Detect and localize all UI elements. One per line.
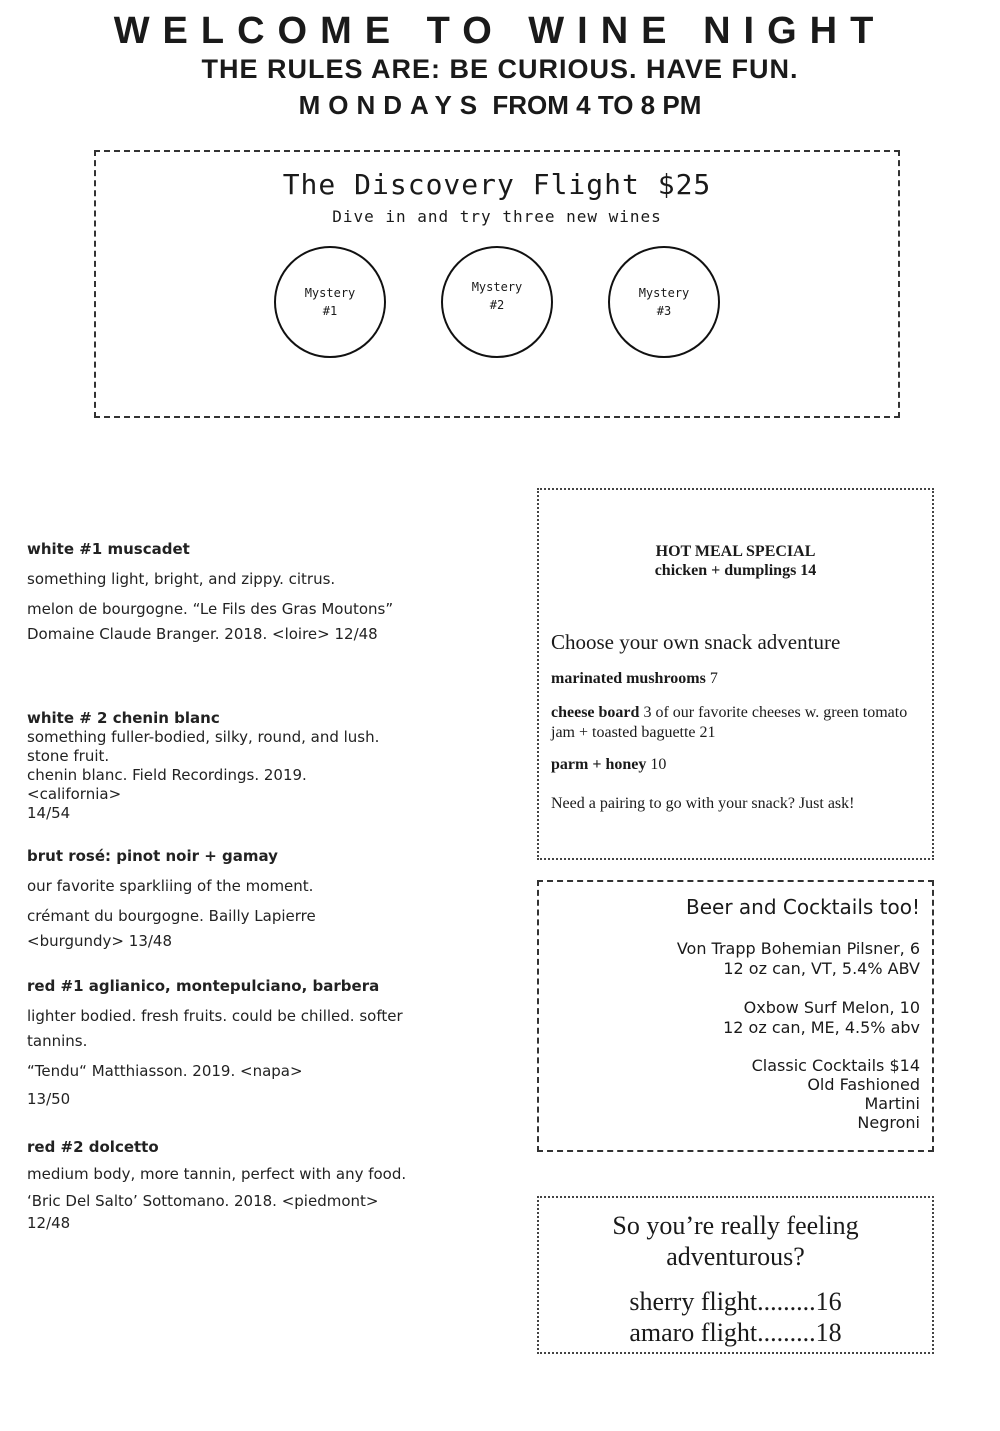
days-text: MONDAYS — [298, 90, 486, 120]
mystery-label: Mystery — [638, 286, 690, 300]
beer-item — [723, 998, 920, 1038]
mystery-wine-3 — [608, 246, 720, 358]
wine-description: lighter bodied. fresh fruits. could be chilled. softer tannins. — [27, 1007, 403, 1050]
wine-name: white # 2 chenin blanc — [27, 709, 220, 727]
wine-item-red-1 — [27, 974, 422, 1112]
special-title: HOT MEAL SPECIAL — [655, 543, 816, 560]
wine-description: something fuller-bodied, silky, round, and lush. stone fruit. — [27, 728, 380, 765]
wine-item-red-2 — [27, 1136, 422, 1234]
beer-name-price: Oxbow Surf Melon, 10 — [743, 998, 920, 1017]
cocktails-heading: Classic Cocktails $14 — [751, 1056, 920, 1075]
cocktail-item: Martini — [864, 1094, 920, 1113]
snack-item — [551, 703, 921, 743]
hours-text: FROM 4 TO 8 PM — [492, 90, 702, 120]
cocktail-list — [752, 1056, 920, 1132]
snack-item — [551, 756, 666, 774]
special-item: chicken + dumplings 14 — [654, 562, 817, 579]
wine-details: chenin blanc. Field Recordings. 2019. <california> — [27, 766, 307, 803]
wine-details: crémant du bourgogne. Bailly Lapierre <burgundy> 13/48 — [27, 907, 316, 950]
rules-line: THE RULES ARE: BE CURIOUS. HAVE FUN. — [201, 54, 799, 84]
wine-price: 12/48 — [27, 1214, 71, 1232]
snack-price: 7 — [709, 670, 718, 687]
flight-title: The Discovery Flight $25 — [282, 168, 712, 201]
beer-details: 12 oz can, VT, 5.4% ABV — [723, 959, 920, 978]
wine-details: ‘Bric Del Salto’ Sottomano. 2018. <piedmont> — [27, 1192, 379, 1210]
beer-heading: Beer and Cocktails too! — [686, 895, 920, 919]
mystery-wine-2 — [441, 246, 553, 358]
snack-name: cheese board — [551, 704, 640, 721]
mystery-wine-1 — [274, 246, 386, 358]
wine-item-white-1 — [27, 537, 422, 647]
food-menu-box — [537, 488, 934, 860]
discovery-flight-box — [94, 150, 900, 418]
wine-item-rose — [27, 844, 422, 954]
cocktail-item: Old Fashioned — [807, 1075, 920, 1094]
beer-name-price: Von Trapp Bohemian Pilsner, 6 — [676, 939, 920, 958]
snack-name: parm + honey — [551, 756, 647, 773]
adventurous-box — [537, 1196, 934, 1354]
mystery-label: Mystery — [471, 280, 523, 294]
amaro-flight-item: amaro flight.........18 — [629, 1318, 842, 1347]
mystery-number: #3 — [656, 304, 672, 318]
hot-meal-special — [539, 542, 932, 580]
wine-name: brut rosé: pinot noir + gamay — [27, 847, 278, 865]
wine-description: our favorite sparkliing of the moment. — [27, 877, 314, 895]
wine-details: melon de bourgogne. “Le Fils des Gras Moutons” Domaine Claude Branger. 2018. <loire> 12/48 — [27, 600, 394, 643]
mystery-number: #1 — [322, 304, 338, 318]
wine-price: 14/54 — [27, 804, 71, 822]
snack-name: marinated mushrooms — [551, 670, 706, 687]
wine-name: red #2 dolcetto — [27, 1138, 159, 1156]
wine-name: white #1 muscadet — [27, 540, 190, 558]
snack-heading: Choose your own snack adventure — [551, 630, 841, 654]
wine-item-white-2 — [27, 709, 422, 823]
beer-details: 12 oz can, ME, 4.5% abv — [723, 1018, 920, 1037]
snack-price: 10 — [650, 756, 667, 773]
wine-price: 13/50 — [27, 1090, 71, 1108]
snack-item — [551, 670, 718, 688]
adventurous-heading-line2: adventurous? — [666, 1242, 805, 1271]
mystery-number: #2 — [489, 298, 505, 312]
flight-subtitle: Dive in and try three new wines — [332, 207, 662, 226]
beer-cocktails-box — [537, 880, 934, 1152]
beer-item — [677, 939, 920, 979]
mystery-label: Mystery — [304, 286, 356, 300]
adventurous-heading-line1: So you’re really feeling — [612, 1211, 859, 1240]
wine-description: medium body, more tannin, perfect with any food. — [27, 1165, 407, 1183]
sherry-flight-item: sherry flight.........16 — [629, 1287, 842, 1316]
cocktail-item: Negroni — [857, 1113, 920, 1132]
flight-list — [539, 1286, 932, 1348]
wine-details: “Tendu“ Matthiasson. 2019. <napa> — [27, 1062, 303, 1080]
hours-line — [0, 90, 1000, 121]
page-title: WELCOME TO WINE NIGHT — [113, 10, 887, 52]
pairing-note: Need a pairing to go with your snack? Just ask! — [551, 795, 855, 812]
wine-name: red #1 aglianico, montepulciano, barbera — [27, 977, 380, 995]
wine-description: something light, bright, and zippy. citrus. — [27, 570, 336, 588]
adventurous-heading — [539, 1210, 932, 1272]
snack-description: 3 of our favorite cheeses w. green tomato jam + toasted baguette 21 — [551, 704, 908, 741]
